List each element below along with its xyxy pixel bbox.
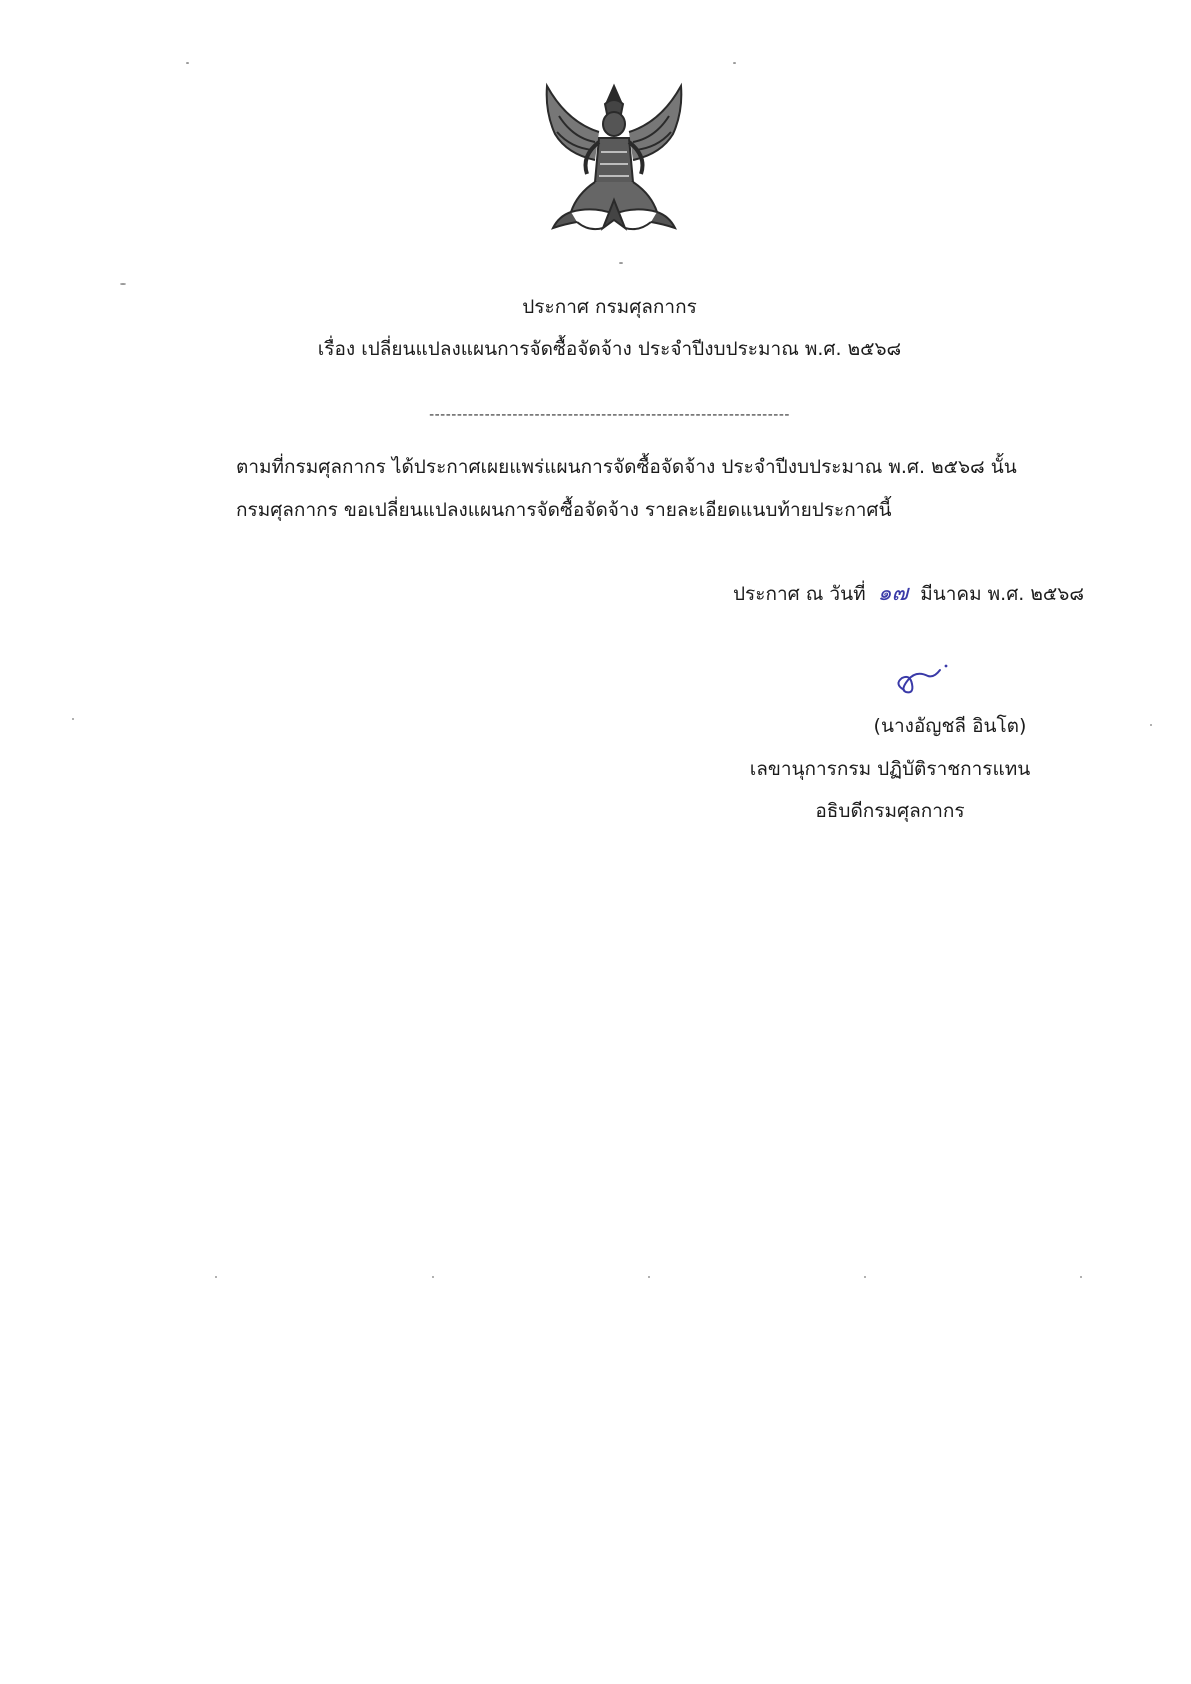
garuda-emblem-icon bbox=[537, 82, 692, 242]
scan-speck bbox=[864, 1276, 866, 1278]
scan-speck bbox=[432, 1276, 434, 1278]
body-paragraph-line-2: กรมศุลกากร ขอเปลี่ยนแปลงแผนการจัดซื้อจัดจ้าง รายละเอียดแนบท้ายประกาศนี้ bbox=[236, 499, 892, 521]
signer-name: (นางอัญชลี อินโต) bbox=[873, 715, 1027, 737]
scan-speck bbox=[120, 283, 126, 285]
scan-speck bbox=[186, 62, 189, 64]
body-paragraph-line-1: ตามที่กรมศุลกากร ได้ประกาศเผยแพร่แผนการจัดซื้อจัดจ้าง ประจำปีงบประมาณ พ.ศ. ๒๕๖๘ นั้น bbox=[236, 456, 1017, 478]
date-suffix: มีนาคม พ.ศ. ๒๕๖๘ bbox=[920, 583, 1084, 605]
scan-speck bbox=[1080, 1276, 1082, 1278]
date-prefix: ประกาศ ณ วันที่ bbox=[733, 583, 866, 605]
signer-position-line-1: เลขานุการกรม ปฏิบัติราชการแทน bbox=[749, 758, 1031, 780]
scan-speck bbox=[1150, 724, 1152, 726]
scan-speck bbox=[619, 262, 623, 264]
signer-position-line-2: อธิบดีกรมศุลกากร bbox=[815, 800, 965, 822]
scan-speck bbox=[648, 1276, 650, 1278]
document-title: ประกาศ กรมศุลกากร bbox=[522, 296, 697, 318]
scan-speck bbox=[72, 718, 74, 720]
separator-line: ----------------------------------------------------------------- bbox=[429, 407, 790, 423]
handwritten-signature-icon bbox=[890, 662, 950, 700]
document-subject: เรื่อง เปลี่ยนแปลงแผนการจัดซื้อจัดจ้าง ประจำปีงบประมาณ พ.ศ. ๒๕๖๘ bbox=[317, 338, 902, 360]
date-day-handwritten: ๑๗ bbox=[877, 581, 909, 606]
announcement-date bbox=[733, 580, 1084, 608]
scan-speck bbox=[733, 62, 736, 64]
scan-speck bbox=[215, 1276, 217, 1278]
